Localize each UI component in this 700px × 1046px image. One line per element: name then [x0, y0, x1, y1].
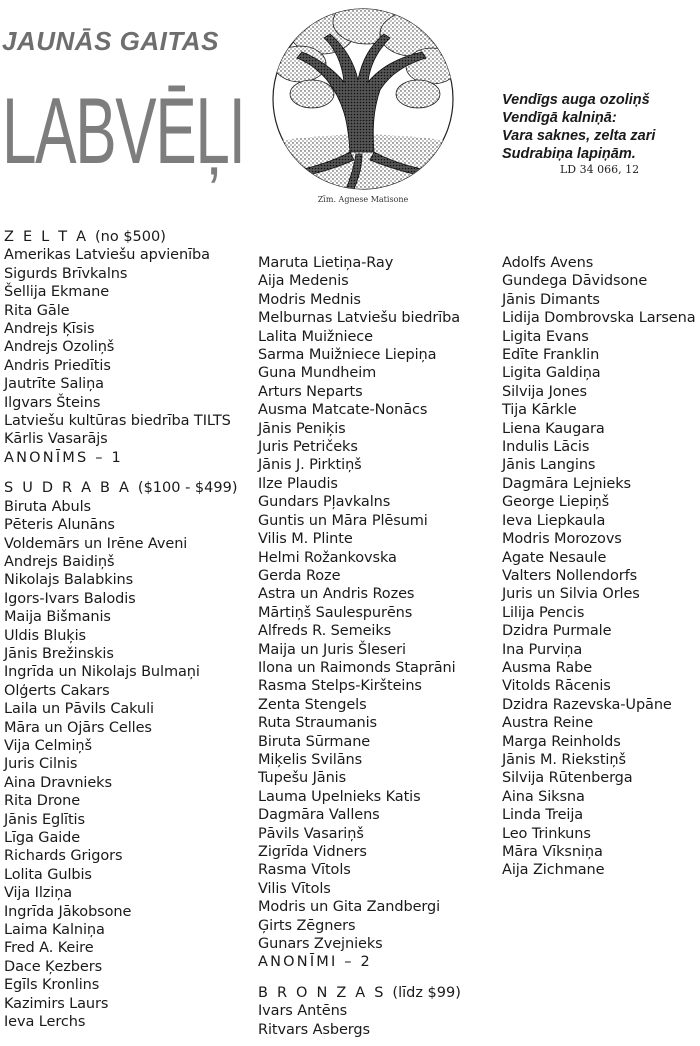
donor-name: Dace Ķezbers	[4, 958, 103, 975]
donor-name: Zenta Stengels	[258, 696, 367, 713]
donor-name: Dagmāra Vallens	[258, 807, 380, 824]
donor-name: Lauma Upelnieks Katis	[258, 788, 421, 805]
column-1	[4, 228, 238, 1031]
donor-name: Aina Siksna	[502, 788, 585, 805]
donor-name: Edīte Franklin	[502, 347, 600, 364]
poem-line: Sudrabiņa lapiņām.	[502, 146, 636, 162]
donor-name: Melburnas Latviešu biedrība	[258, 310, 461, 327]
donor-list-sudraba-1	[4, 498, 238, 1032]
anonymous-count: ANONĪMI – 2	[258, 954, 372, 971]
section-range: ($100 - $499)	[137, 480, 238, 497]
donor-name: Jautrīte Saliņa	[4, 376, 104, 393]
donor-name: Modris un Gita Zandbergi	[258, 899, 441, 916]
donor-list-sudraba-3	[502, 254, 696, 880]
donor-name: Biruta Abuls	[4, 498, 92, 515]
donor-name: Kārlis Vasarājs	[4, 431, 108, 448]
donor-name: Lidija Dombrovska Larsena	[502, 310, 696, 327]
donor-name: Māra Vīksniņa	[502, 844, 603, 860]
section-heading-bronzas	[258, 984, 461, 1002]
donor-name: Vija Celmiņš	[4, 737, 92, 754]
poem-line: Vendīgā kalniņā:	[502, 110, 617, 126]
donor-name: Jānis J. Pirktiņš	[258, 457, 362, 474]
donor-name: Jānis Brežinskis	[4, 645, 114, 662]
donor-name: Tupešu Jānis	[258, 770, 347, 787]
donor-list-bronzas	[258, 1002, 461, 1039]
donor-name: Šellija Ekmane	[4, 284, 110, 301]
donor-name: Rasma Vītols	[258, 862, 351, 879]
donor-name: Igors-Ivars Balodis	[4, 590, 136, 607]
donor-name: Guntis un Māra Plēsumi	[258, 512, 428, 529]
donor-name: Ingrīda Jākobsone	[4, 903, 132, 920]
masthead: JAUNĀS GAITAS	[2, 26, 219, 56]
donor-name: Gundars Pļavkalns	[258, 494, 391, 511]
donor-name: Jānis Eglītis	[4, 811, 85, 828]
donor-name: Sarma Muižniece Liepiņa	[258, 347, 437, 364]
donor-name: Silvija Jones	[502, 383, 587, 400]
donor-name: Ilona un Raimonds Staprāni	[258, 659, 456, 676]
donor-name: Miķelis Svilāns	[258, 751, 363, 768]
column-3	[502, 254, 696, 880]
donor-name: Sigurds Brīvkalns	[4, 265, 128, 282]
section-title: S U D R A B A	[4, 480, 132, 497]
donor-name: Ligita Evans	[502, 328, 589, 345]
donor-name: Modris Mednis	[258, 291, 361, 308]
donor-name: Andrejs Baidiņš	[4, 553, 115, 570]
donor-name: Adolfs Avens	[502, 255, 594, 271]
donor-name: Laima Kalniņa	[4, 922, 105, 939]
donor-name: Guna Mundheim	[258, 365, 377, 382]
donor-name: Juris un Silvia Orles	[502, 586, 640, 603]
donor-name: Lalita Muižniece	[258, 328, 373, 345]
donor-name: Arturs Neparts	[258, 383, 363, 400]
donor-name: Gunars Zvejnieks	[258, 936, 383, 953]
donor-name: Ingrīda un Nikolajs Bulmaņi	[4, 664, 200, 681]
section-range: (līdz $99)	[392, 984, 461, 1001]
donor-name: Valters Nollendorfs	[502, 567, 638, 584]
page-title: LABVĒĻI	[2, 78, 245, 183]
donor-name: Juris Petričeks	[258, 439, 358, 456]
donor-name: Alfreds R. Semeiks	[258, 623, 392, 640]
donor-name: Jānis Peniķis	[258, 420, 346, 437]
donor-name: Latviešu kultūras biedrība TILTS	[4, 413, 231, 430]
donor-name: Richards Grigors	[4, 848, 123, 865]
donor-name: Rasma Stelps-Kiršteins	[258, 678, 422, 695]
donor-name: Modris Morozovs	[502, 531, 622, 548]
donor-name: Vilis Vītols	[258, 880, 331, 897]
donor-name: Dagmāra Lejnieks	[502, 475, 631, 492]
donor-name: Līga Gaide	[4, 830, 81, 846]
donor-name: Ausma Rabe	[502, 659, 593, 676]
donor-name: Tija Kārkle	[502, 402, 577, 419]
donor-name: Pēteris Alunāns	[4, 517, 115, 534]
donor-name: Linda Treija	[502, 807, 584, 824]
donor-name: Jānis Dimants	[502, 291, 600, 308]
donor-name: Ieva Lerchs	[4, 1014, 86, 1031]
donor-name: Ligita Galdiņa	[502, 365, 601, 382]
donor-name: Ieva Liepkaula	[502, 512, 606, 529]
donor-name: Ģirts Zēgners	[258, 917, 356, 934]
donor-name: Maruta Lietiņa-Ray	[258, 255, 394, 271]
donor-name: Lilija Pencis	[502, 604, 585, 621]
donor-name: Ritvars Asbergs	[258, 1021, 370, 1038]
donor-name: Indulis Lācis	[502, 439, 590, 456]
donor-name: Lolita Gulbis	[4, 866, 92, 883]
donor-name: Vilis M. Plinte	[258, 531, 353, 548]
column-2	[258, 254, 461, 1039]
donor-name: Silvija Rūtenberga	[502, 770, 633, 787]
section-title: B R O N Z A S	[258, 984, 386, 1001]
donor-name: Leo Trinkuns	[502, 825, 591, 842]
donor-name: Aina Dravnieks	[4, 774, 112, 791]
donor-name: Austra Reine	[502, 715, 594, 732]
anonymous-count: ANONĪMS – 1	[4, 449, 123, 466]
donor-name: Andris Priedītis	[4, 357, 111, 374]
donor-name: Amerikas Latviešu apvienība	[4, 247, 210, 264]
donor-name: Biruta Sūrmane	[258, 733, 371, 750]
donor-name: Uldis Bluķis	[4, 627, 86, 644]
donor-name: Aija Zichmane	[502, 862, 605, 879]
donor-name: Vija Ilziņa	[4, 885, 73, 902]
donor-list-sudraba-2	[258, 254, 461, 953]
donor-name: George Liepiņš	[502, 494, 610, 511]
donor-name: Ausma Matcate-Nonācs	[258, 402, 428, 419]
section-heading-zelta	[4, 228, 238, 246]
donor-name: Marga Reinholds	[502, 733, 621, 750]
illustration-credit: Zīm. Agnese Matisone	[317, 195, 409, 204]
donor-name: Voldemārs un Irēne Aveni	[4, 535, 188, 552]
donor-name: Juris Cilnis	[4, 756, 78, 773]
donor-name: Fred A. Keire	[4, 940, 94, 957]
donor-name: Ina Purviņa	[502, 641, 583, 658]
donor-name: Pāvils Vasariņš	[258, 825, 364, 842]
donor-name: Jānis Langins	[502, 457, 596, 474]
donor-name: Astra un Andris Rozes	[258, 586, 415, 603]
donor-name: Zigrīda Vidners	[258, 844, 367, 860]
donor-name: Gerda Roze	[258, 567, 341, 584]
donor-name: Jānis M. Riekstiņš	[502, 751, 626, 768]
donor-name: Ilze Plaudis	[258, 475, 338, 492]
section-range: (no $500)	[95, 229, 166, 245]
donor-name: Laila un Pāvils Cakuli	[4, 701, 154, 718]
donor-name: Andrejs Ķīsis	[4, 321, 95, 338]
donor-name: Ilgvars Šteins	[4, 394, 101, 411]
donor-name: Rita Gāle	[4, 302, 70, 319]
oak-tree-illustration	[272, 2, 454, 196]
poem	[502, 91, 700, 163]
donor-name: Nikolajs Balabkins	[4, 572, 134, 589]
donor-name: Maija Bišmanis	[4, 609, 111, 626]
donor-name: Helmi Rožankovska	[258, 549, 397, 566]
poem-reference: LD 34 066, 12	[560, 163, 640, 176]
donor-name: Olģerts Cakars	[4, 682, 110, 699]
donor-name: Rita Drone	[4, 793, 81, 810]
section-heading-sudraba	[4, 479, 238, 497]
donor-name: Ivars Antēns	[258, 1003, 348, 1020]
donor-name: Māra un Ojārs Celles	[4, 719, 152, 736]
poem-line: Vara saknes, zelta zari	[502, 128, 656, 144]
donor-name: Liena Kaugara	[502, 420, 605, 437]
donor-name: Egīls Kronlins	[4, 977, 100, 994]
donor-name: Dzidra Razevska-Upāne	[502, 696, 672, 713]
poem-line: Vendīgs auga ozoliņš	[502, 92, 650, 108]
donor-name: Mārtiņš Saulespurēns	[258, 604, 413, 621]
section-title: Z E L T A	[4, 229, 89, 245]
donor-list-zelta	[4, 246, 238, 448]
donor-name: Gundega Dāvidsone	[502, 273, 648, 290]
donor-name: Agate Nesaule	[502, 549, 607, 566]
donor-name: Vitolds Rācenis	[502, 678, 611, 695]
donor-name: Ruta Straumanis	[258, 715, 378, 732]
donor-name: Dzidra Purmale	[502, 623, 612, 640]
donor-name: Aija Medenis	[258, 273, 349, 290]
donor-name: Kazimirs Laurs	[4, 995, 109, 1012]
donor-name: Maija un Juris Šleseri	[258, 641, 406, 658]
donor-name: Andrejs Ozoliņš	[4, 339, 115, 356]
